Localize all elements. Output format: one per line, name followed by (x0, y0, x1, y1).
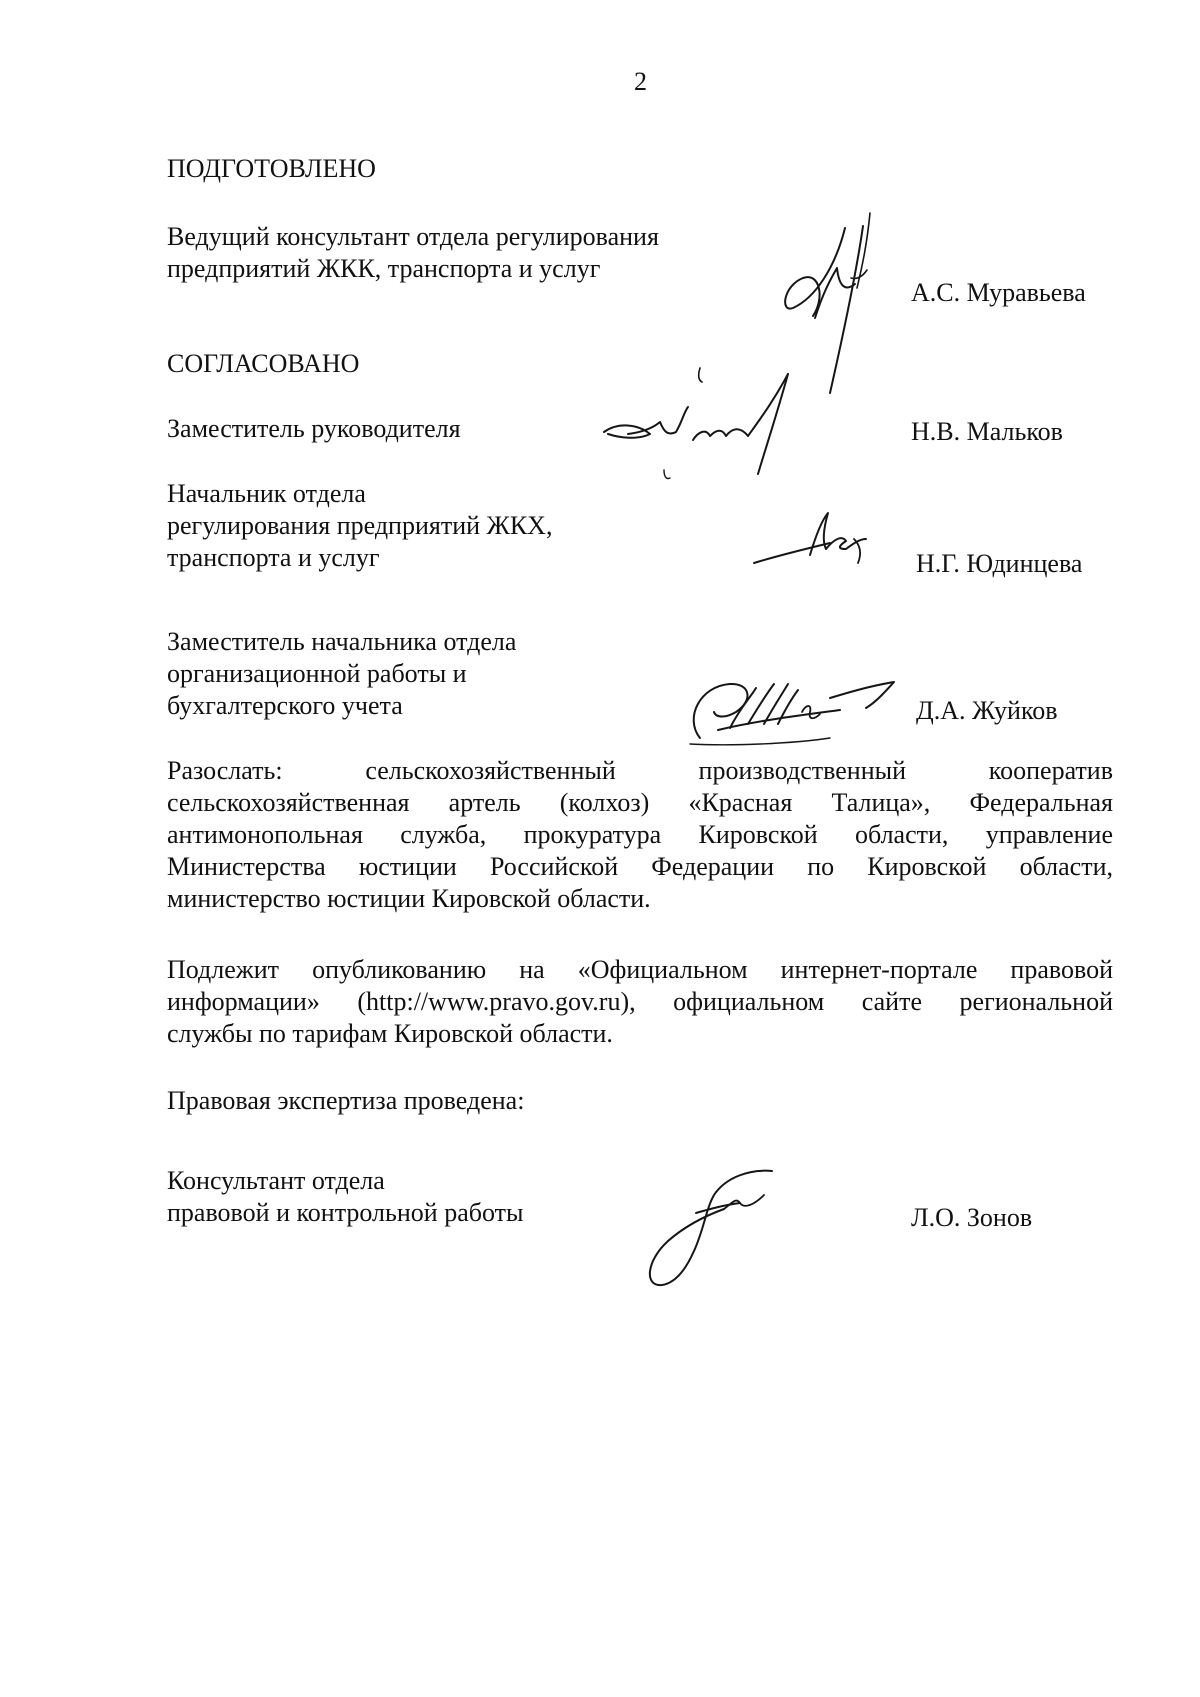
position-line: бухгалтерского учета (167, 691, 403, 720)
position-line: Консультант отдела (167, 1166, 385, 1195)
publication-paragraph (167, 954, 1113, 1050)
page-number: 2 (634, 67, 647, 96)
position-line: предприятий ЖКК, транспорта и услуг (167, 254, 601, 283)
prepared-heading: ПОДГОТОВЛЕНО (167, 154, 376, 183)
paragraph-line: министерство юстиции Кировской области. (167, 884, 651, 913)
position-line: Заместитель начальника отдела (167, 627, 517, 656)
paragraph-line: информации» (http://www.pravo.gov.ru), официальном сайте региональной (167, 987, 1113, 1016)
signatory-position (167, 626, 516, 722)
signatory-position (167, 413, 461, 445)
signatory-position (167, 478, 552, 574)
position-line: регулирования предприятий ЖКХ, (167, 511, 553, 540)
prepared-name: А.С. Муравьева (911, 278, 1086, 307)
agreed-heading: СОГЛАСОВАНО (167, 349, 360, 378)
paragraph-line: службы по тарифам Кировской области. (167, 1019, 613, 1048)
position-line: транспорта и услуг (167, 543, 380, 572)
legal-review-position (167, 1165, 523, 1229)
position-line: правовой и контрольной работы (167, 1198, 524, 1227)
paragraph-line: Министерства юстиции Российской Федерации по Кировской области, (167, 852, 1113, 881)
legal-review-name: Л.О. Зонов (911, 1203, 1033, 1232)
position-line: Начальник отдела (167, 479, 366, 508)
signatory-name: Н.Г. Юдинцева (916, 549, 1083, 578)
signature-zonov (640, 1165, 780, 1290)
signatory-name: Д.А. Жуйков (916, 696, 1058, 725)
position-line: Заместитель руководителя (167, 414, 461, 443)
paragraph-line: антимонопольная служба, прокуратура Кировской области, управление (167, 820, 1113, 849)
paragraph-line: Подлежит опубликованию на «Официальном интернет-портале правовой (167, 955, 1113, 984)
prepared-position (167, 221, 659, 285)
signature-zhuykov (670, 668, 920, 748)
paragraph-line: Разослать: сельскохозяйственный производственный кооператив (167, 756, 1113, 785)
signatory-name: Н.В. Мальков (911, 417, 1063, 446)
signature-malkov (598, 362, 818, 492)
position-line: Ведущий консультант отдела регулирования (167, 222, 659, 251)
paragraph-line: сельскохозяйственная артель (колхоз) «Красная Талица», Федеральная (167, 788, 1113, 817)
position-line: организационной работы и (167, 659, 467, 688)
signature-yudintseva (750, 505, 890, 575)
legal-review-heading: Правовая экспертиза проведена: (167, 1086, 525, 1115)
distribution-paragraph (167, 755, 1113, 915)
